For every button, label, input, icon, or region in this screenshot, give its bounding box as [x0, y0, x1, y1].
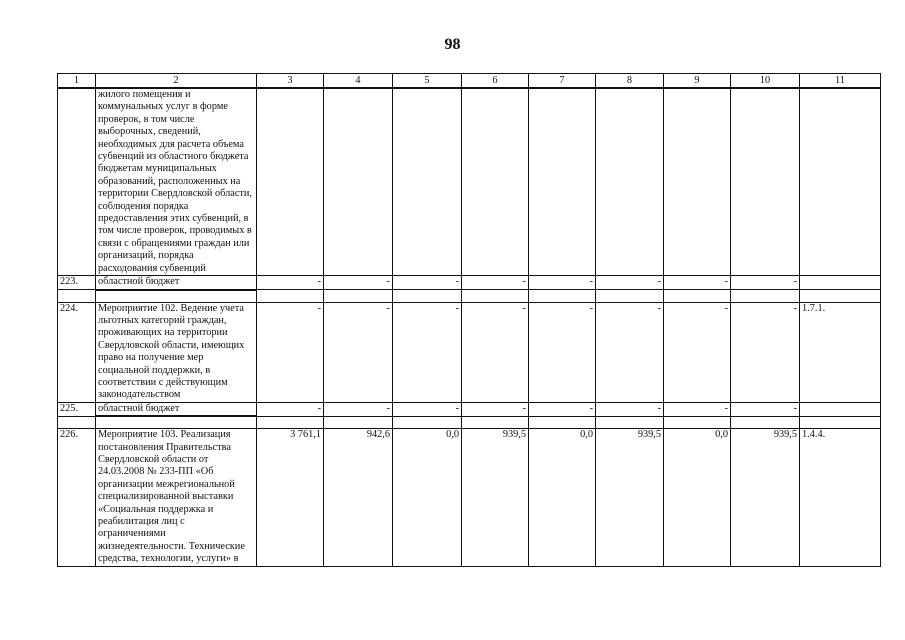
cell-value: 939,5	[731, 429, 800, 566]
cell-value: -	[664, 276, 731, 290]
row-description: областной бюджет	[96, 276, 257, 290]
cell-value: 3 761,1	[257, 429, 324, 566]
table-row	[58, 429, 881, 566]
col-header: 5	[393, 74, 462, 89]
cell-value: -	[393, 302, 462, 402]
cell-value: -	[596, 402, 664, 416]
spacer-row	[58, 290, 881, 303]
cell-value: -	[731, 276, 800, 290]
table-row	[58, 276, 881, 290]
col-header: 11	[800, 74, 881, 89]
cell-value: 939,5	[596, 429, 664, 566]
row-index: 224.	[58, 302, 96, 402]
cell-value: -	[664, 402, 731, 416]
cell-value: -	[257, 402, 324, 416]
cell-value: 0,0	[529, 429, 596, 566]
cell-value	[664, 88, 731, 276]
table-row	[58, 88, 881, 276]
col-header: 4	[324, 74, 393, 89]
table-row	[58, 402, 881, 416]
page-number: 98	[444, 36, 461, 53]
col-header: 6	[462, 74, 529, 89]
header-row	[58, 74, 881, 89]
row-description: жилого помещения и коммунальных услуг в форме проверок, в том числе выборочных, сведений, необходимых для расчета объема субвенций из областного бюджета бюджетам муниципальных образований, расположенных на территории Свердловской области, соблюдения порядка предоставления этих субвенций, в том числе проверок, проводимых в связи с обращениями граждан или организаций, порядка расходования субвенций	[96, 88, 257, 276]
row-index: 225.	[58, 402, 96, 416]
cell-value	[393, 88, 462, 276]
row-code	[800, 402, 881, 416]
row-code	[800, 276, 881, 290]
cell-value: 942,6	[324, 429, 393, 566]
cell-value: -	[529, 276, 596, 290]
cell-value: -	[393, 402, 462, 416]
row-description: Мероприятие 103. Реализация постановления Правительства Свердловской области от 24.03.2008 № 233-ПП «Об организации межрегиональной специализированной выставки «Социальная поддержка и реабилитация лиц с ограничениями жизнедеятельности. Технические средства, технологии, услуги» в	[96, 429, 257, 566]
cell-value: -	[324, 402, 393, 416]
row-index	[58, 88, 96, 276]
cell-value: -	[257, 302, 324, 402]
cell-value: -	[462, 302, 529, 402]
spacer-row	[58, 416, 881, 429]
col-header: 10	[731, 74, 800, 89]
cell-value	[257, 88, 324, 276]
cell-value: -	[462, 402, 529, 416]
cell-value: -	[393, 276, 462, 290]
cell-value: 0,0	[393, 429, 462, 566]
cell-value: 0,0	[664, 429, 731, 566]
budget-table	[57, 73, 881, 567]
row-code: 1.4.4.	[800, 429, 881, 566]
cell-value: -	[324, 302, 393, 402]
table-row	[58, 302, 881, 402]
cell-value	[596, 88, 664, 276]
row-code	[800, 88, 881, 276]
row-code: 1.7.1.	[800, 302, 881, 402]
row-index: 223.	[58, 276, 96, 290]
col-header: 8	[596, 74, 664, 89]
col-header: 7	[529, 74, 596, 89]
row-description: областной бюджет	[96, 402, 257, 416]
cell-value: -	[324, 276, 393, 290]
cell-value: -	[596, 302, 664, 402]
cell-value	[731, 88, 800, 276]
col-header: 2	[96, 74, 257, 89]
col-header: 3	[257, 74, 324, 89]
cell-value: -	[731, 302, 800, 402]
row-description: Мероприятие 102. Ведение учета льготных категорий граждан, проживающих на территории Свердловской области, имеющих право на получение мер социальной поддержки, в соответствии с действующим законодательством	[96, 302, 257, 402]
cell-value: -	[529, 302, 596, 402]
cell-value	[462, 88, 529, 276]
cell-value: -	[462, 276, 529, 290]
cell-value: 939,5	[462, 429, 529, 566]
cell-value	[324, 88, 393, 276]
row-index: 226.	[58, 429, 96, 566]
cell-value: -	[664, 302, 731, 402]
cell-value: -	[731, 402, 800, 416]
cell-value: -	[257, 276, 324, 290]
cell-value: -	[529, 402, 596, 416]
col-header: 9	[664, 74, 731, 89]
cell-value	[529, 88, 596, 276]
col-header: 1	[58, 74, 96, 89]
cell-value: -	[596, 276, 664, 290]
